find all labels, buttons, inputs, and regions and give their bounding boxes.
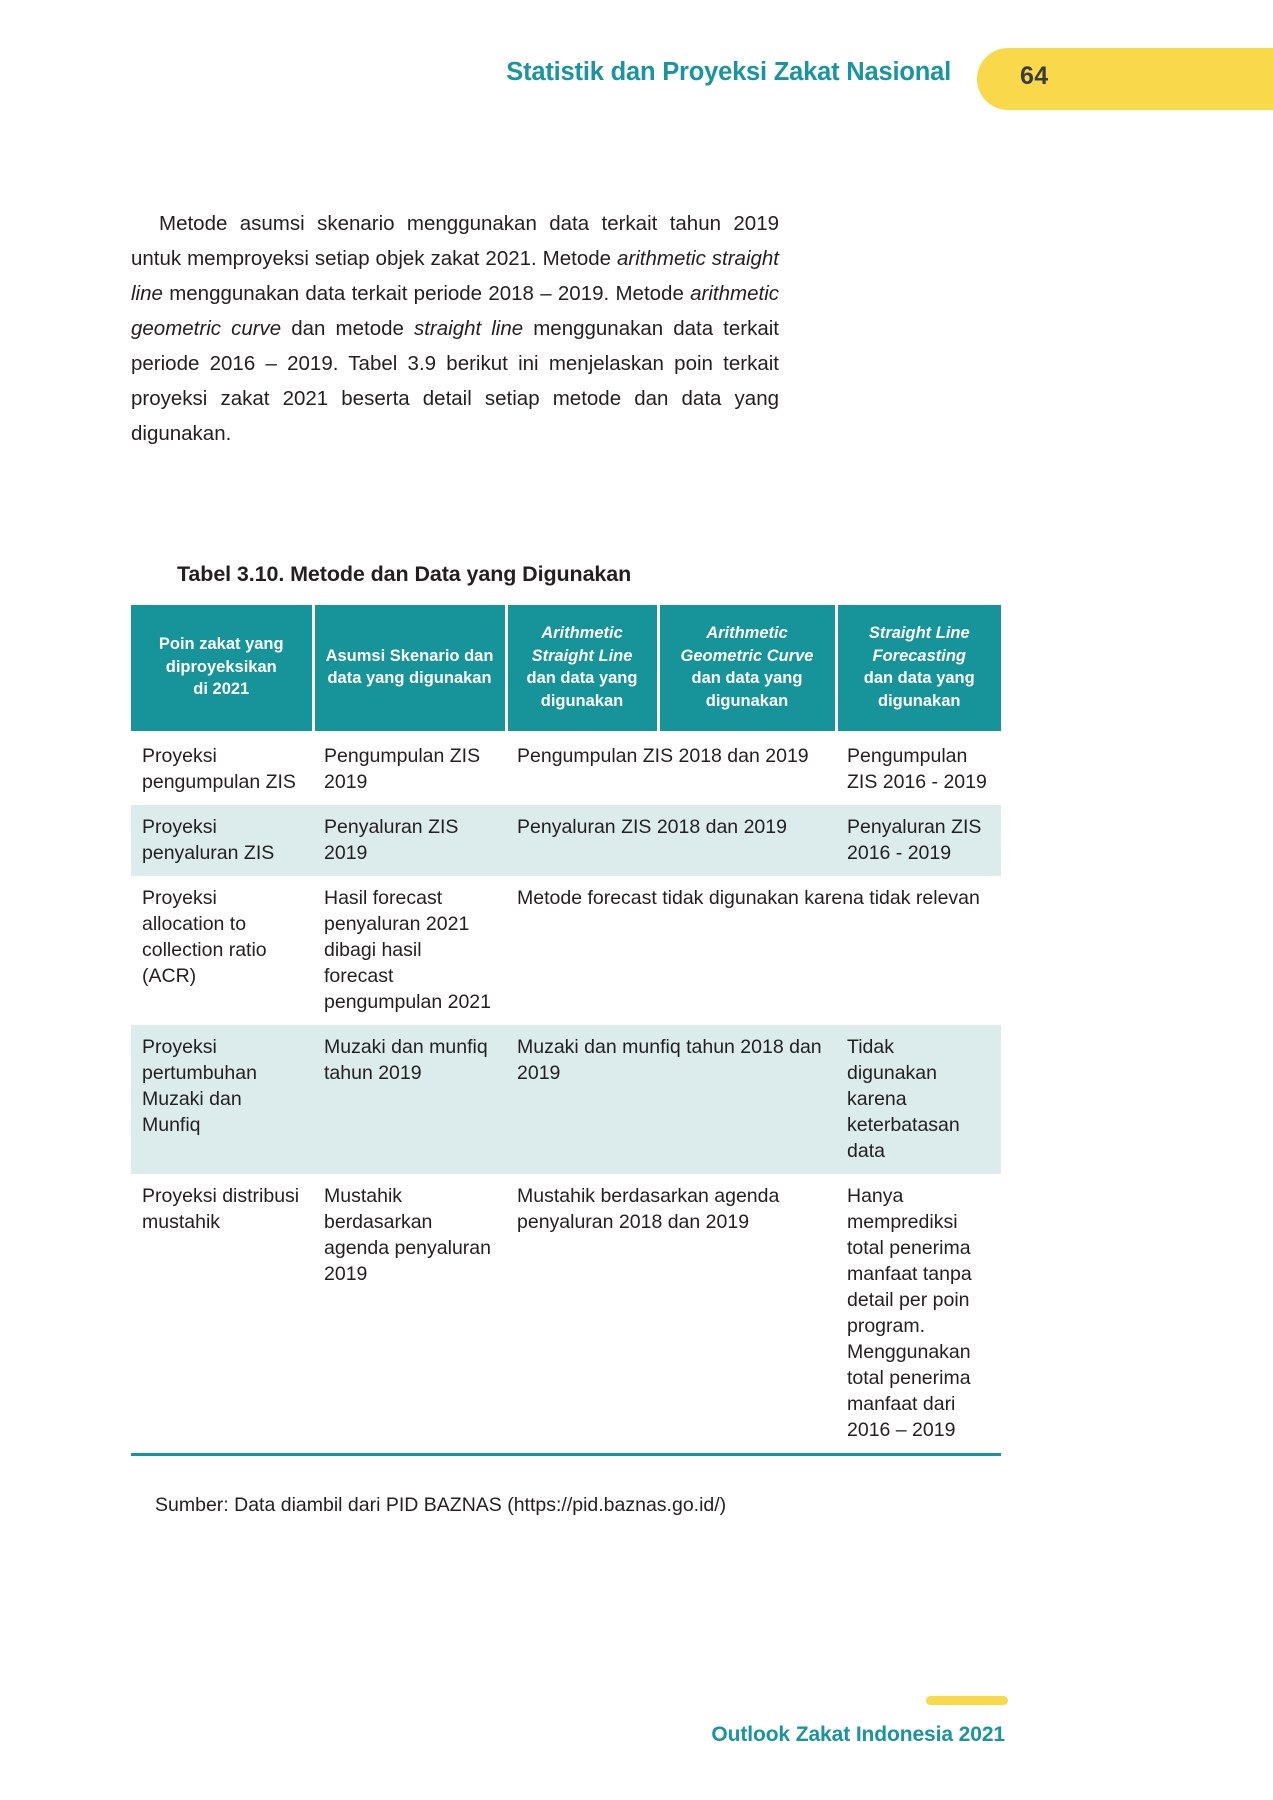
cell-arithmetic-methods: Muzaki dan munfiq tahun 2018 dan 2019 — [506, 1025, 836, 1174]
table-row — [131, 1025, 1001, 1174]
column-header-arithmetic-straight-line — [506, 605, 658, 733]
header-line: Poin zakat yang — [158, 635, 284, 654]
footer-accent-rule — [926, 1696, 1008, 1705]
table-row — [131, 1174, 1001, 1455]
paragraph-italic-3: straight line — [413, 317, 524, 340]
cell-poin-zakat: Proyeksi pengumpulan ZIS — [131, 733, 313, 806]
column-header-arithmetic-geometric-curve — [658, 605, 836, 733]
paragraph-segment-4: menggunakan data terkait periode 2016 – 2019. Tabel 3.9 berikut ini menjelaskan poin terkait proyeksi zakat 2021 beserta detail setiap metode dan data yang digunakan. — [131, 317, 780, 445]
page-number-badge — [977, 48, 1273, 110]
paragraph-italic-1: arithmetic straight line — [131, 247, 780, 305]
cell-straight-line-forecasting: Tidak digunakan karena keterbatasan data — [836, 1025, 1001, 1174]
page-number: 64 — [1020, 62, 1049, 90]
header-line: Straight Line — [868, 624, 970, 642]
cell-poin-zakat: Proyeksi pertumbuhan Muzaki dan Munfiq — [131, 1025, 313, 1174]
table-caption: Tabel 3.10. Metode dan Data yang Digunakan — [177, 562, 632, 586]
metode-dan-data-table — [131, 605, 1001, 1456]
cell-arithmetic-methods: Mustahik berdasarkan agenda penyaluran 2018 dan 2019 — [506, 1174, 836, 1455]
cell-poin-zakat: Proyeksi allocation to collection ratio (ACR) — [131, 876, 313, 1025]
paragraph-segment-2: menggunakan data terkait periode 2018 – 2019. Metode — [162, 282, 691, 305]
header-line: di 2021 — [193, 680, 250, 699]
header-line: diproyeksikan — [165, 657, 277, 676]
cell-straight-line-forecasting: Hanya memprediksi total penerima manfaat tanpa detail per poin program. Menggunakan total penerima manfaat dari 2016 – 2019 — [836, 1174, 1001, 1455]
header-line: Asumsi Skenario dan — [325, 646, 494, 665]
header-line: dan data yang — [691, 669, 803, 687]
cell-arithmetic-methods: Penyaluran ZIS 2018 dan 2019 — [506, 805, 836, 876]
column-header-straight-line-forecasting — [836, 605, 1001, 733]
table-source-note: Sumber: Data diambil dari PID BAZNAS (https://pid.baznas.go.id/) — [155, 1494, 727, 1516]
column-header-asumsi-skenario — [313, 605, 506, 733]
cell-asumsi-skenario: Muzaki dan munfiq tahun 2019 — [313, 1025, 506, 1174]
paragraph-segment-1: Metode asumsi skenario menggunakan data terkait tahun 2019 untuk memproyeksi setiap objek zakat 2021. Metode — [131, 212, 779, 270]
running-head-title: Statistik dan Proyeksi Zakat Nasional — [506, 58, 951, 86]
column-header-poin-zakat — [131, 605, 313, 733]
body-paragraph — [131, 206, 779, 451]
cell-arithmetic-methods: Pengumpulan ZIS 2018 dan 2019 — [506, 733, 836, 806]
footer-title: Outlook Zakat Indonesia 2021 — [711, 1723, 1005, 1746]
header-line: Arithmetic — [706, 624, 788, 642]
cell-poin-zakat: Proyeksi distribusi mustahik — [131, 1174, 313, 1455]
cell-straight-line-forecasting: Pengumpulan ZIS 2016 - 2019 — [836, 733, 1001, 806]
table-row — [131, 805, 1001, 876]
header-line: Arithmetic — [541, 624, 623, 642]
cell-poin-zakat: Proyeksi penyaluran ZIS — [131, 805, 313, 876]
header-line: digunakan — [877, 691, 961, 710]
cell-asumsi-skenario: Hasil forecast penyaluran 2021 dibagi hasil forecast pengumpulan 2021 — [313, 876, 506, 1025]
header-line: Forecasting — [872, 646, 967, 665]
cell-forecast-not-used: Metode forecast tidak digunakan karena tidak relevan — [506, 876, 1001, 1025]
paragraph-segment-3: dan metode — [281, 317, 414, 340]
header-line: dan data yang — [526, 669, 638, 687]
cell-asumsi-skenario: Pengumpulan ZIS 2019 — [313, 733, 506, 806]
header-line: dan data yang — [863, 669, 975, 687]
table-header-row — [131, 605, 1001, 733]
header-line: digunakan — [705, 691, 789, 710]
paragraph-italic-2: arithmetic geometric curve — [131, 282, 779, 340]
cell-asumsi-skenario: Mustahik berdasarkan agenda penyaluran 2019 — [313, 1174, 506, 1455]
header-line: Straight Line — [531, 646, 633, 665]
header-line: digunakan — [540, 691, 624, 710]
table-row — [131, 733, 1001, 806]
header-line: Geometric Curve — [680, 646, 814, 665]
header-line: data yang digunakan — [327, 669, 492, 687]
table-container — [131, 605, 1001, 1456]
page-header — [0, 48, 1273, 110]
table-row — [131, 876, 1001, 1025]
cell-asumsi-skenario: Penyaluran ZIS 2019 — [313, 805, 506, 876]
cell-straight-line-forecasting: Penyaluran ZIS 2016 - 2019 — [836, 805, 1001, 876]
